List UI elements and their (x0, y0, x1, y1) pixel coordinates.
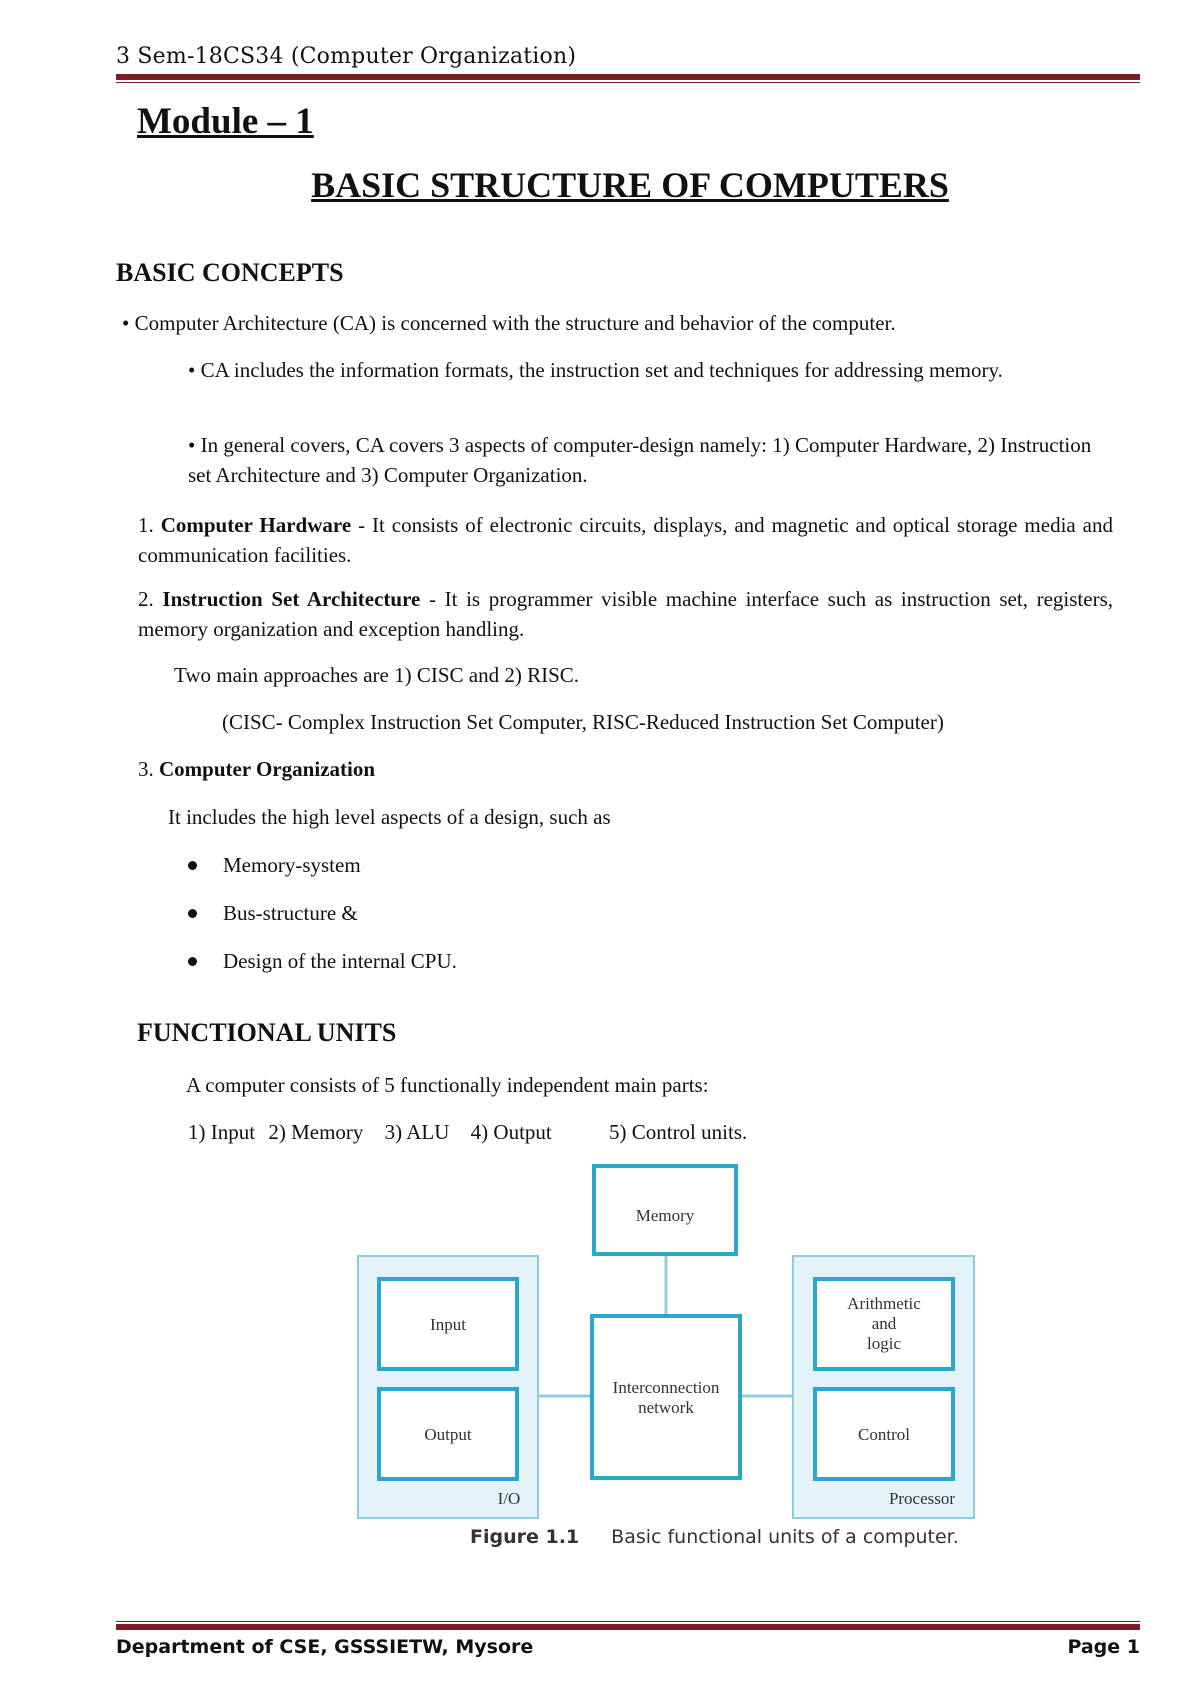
interconnection-label-line1: Interconnection (612, 1378, 720, 1397)
list-item (188, 850, 361, 880)
processor-panel-label: Processor (888, 1489, 956, 1508)
figure-caption-label: Figure 1.1 (470, 1526, 580, 1548)
list-item-title: Computer Organization (159, 757, 376, 781)
header-rule (116, 74, 1140, 80)
list-item-computer-hardware (138, 510, 1113, 570)
page-title: BASIC STRUCTURE OF COMPUTERS (311, 165, 949, 205)
approaches-expanded-text: (CISC- Complex Instruction Set Computer, RISC-Reduced Instruction Set Computer) (222, 710, 944, 734)
functional-units-intro: A computer consists of 5 functionally independent main parts: (186, 1073, 709, 1097)
bullet-icon (188, 909, 197, 918)
io-panel-label: I/O (497, 1489, 521, 1508)
bullet-icon (188, 957, 197, 966)
list-item-text: - It is programmer visible machine interface such as instruction set, registers, memory organization and exception handling. (138, 587, 1113, 641)
ca-sub-bullet-2: • In general covers, CA covers 3 aspects of computer-design namely: 1) Computer Hardware, 2) Instruction set Architecture and 3) Computer Organization. (188, 433, 1092, 487)
bullet-text: Design of the internal CPU. (223, 949, 457, 973)
part-item: 2) Memory (268, 1120, 364, 1144)
approaches-text: Two main approaches are 1) CISC and 2) RISC. (174, 663, 580, 687)
list-item-number: 2. (138, 587, 154, 611)
footer-department: Department of CSE, GSSSIETW, Mysore (116, 1636, 534, 1658)
list-item-instruction-set-architecture (138, 584, 1113, 644)
bullet-text: Memory-system (223, 853, 361, 877)
bullet-text: Bus-structure & (223, 901, 358, 925)
part-item: 4) Output (470, 1120, 552, 1144)
list-item-computer-organization (138, 754, 375, 784)
page-number: Page 1 (1067, 1636, 1140, 1658)
list-item-number: 1. (138, 513, 154, 537)
ca-intro-paragraph: • Computer Architecture (CA) is concerned with the structure and behavior of the computer. (122, 311, 896, 335)
list-item (188, 946, 457, 976)
list-item-number: 3. (138, 757, 154, 781)
bullet-icon (188, 861, 197, 870)
footer-rule (116, 1624, 1140, 1630)
document-header: 3 Sem-18CS34 (Computer Organization) (116, 44, 577, 69)
functional-units-heading: FUNCTIONAL UNITS (137, 1018, 397, 1047)
part-item: 1) Input (188, 1120, 256, 1144)
footer-rule-thin (116, 1621, 1140, 1622)
output-label: Output (424, 1425, 472, 1444)
functional-units-diagram (357, 1164, 977, 1564)
part-item: 5) Control units. (608, 1120, 748, 1144)
control-label: Control (858, 1425, 910, 1444)
memory-label: Memory (635, 1206, 695, 1225)
list-item-title: Instruction Set Architecture (162, 587, 421, 611)
figure-caption (470, 1526, 959, 1548)
part-item: 3) ALU (384, 1120, 450, 1144)
list-item-title: Computer Hardware (160, 513, 352, 537)
input-label: Input (430, 1315, 466, 1334)
basic-concepts-heading: BASIC CONCEPTS (116, 258, 344, 287)
figure-caption-text: Basic functional units of a computer. (611, 1526, 959, 1548)
list-item (188, 898, 358, 928)
interconnection-network-box (592, 1316, 740, 1478)
header-rule-thin (116, 82, 1140, 83)
alu-label-line2: and (871, 1314, 897, 1333)
module-title: Module – 1 (137, 101, 314, 142)
alu-label-line1: Arithmetic (847, 1294, 921, 1313)
ca-sub-bullet-1: • CA includes the information formats, the instruction set and techniques for addressing memory. (188, 358, 1003, 382)
alu-label-line3: logic (867, 1334, 901, 1353)
functional-parts-list (188, 1117, 747, 1147)
interconnection-label-line2: network (638, 1398, 694, 1417)
list-item-text: - It consists of electronic circuits, displays, and magnetic and optical storage media and communication facilities. (138, 513, 1113, 567)
organization-intro: It includes the high level aspects of a design, such as (168, 805, 611, 829)
